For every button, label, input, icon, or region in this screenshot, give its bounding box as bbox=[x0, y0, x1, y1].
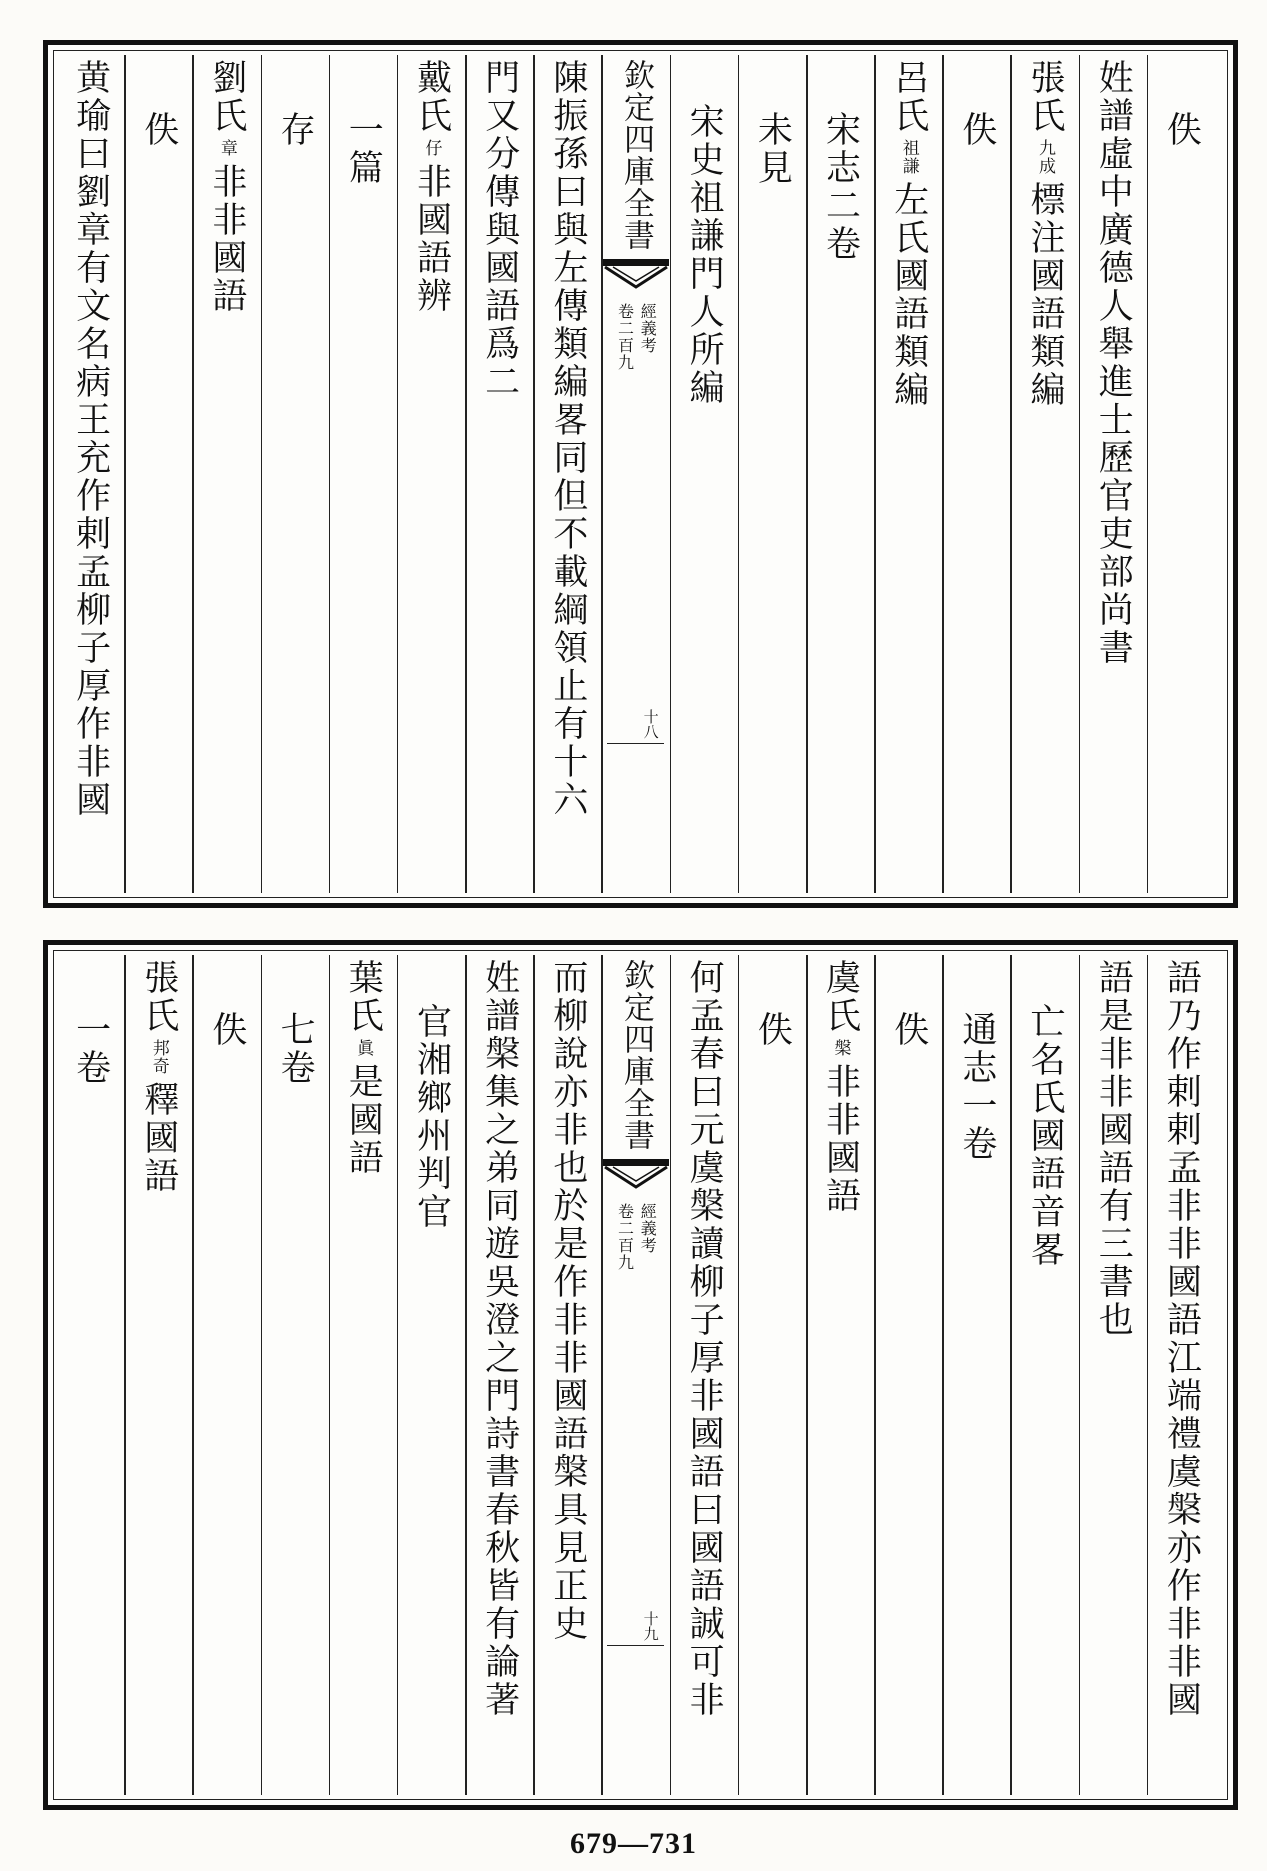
banzhong-book-name: 經義考 bbox=[638, 1203, 658, 1254]
banzhong-center-column bbox=[601, 959, 669, 1791]
leaf-rule bbox=[607, 743, 663, 745]
column-text: 一篇 bbox=[343, 111, 384, 187]
text-column bbox=[261, 959, 329, 1791]
banzhong-subtitle bbox=[616, 1203, 656, 1271]
text-column bbox=[942, 959, 1010, 1791]
fishtail-mark-icon bbox=[601, 257, 671, 291]
column-text: 七卷 bbox=[275, 1011, 316, 1087]
text-column bbox=[56, 959, 124, 1791]
banzhong-title: 欽定四庫全書 bbox=[617, 59, 654, 251]
entry-heading-column bbox=[192, 59, 260, 889]
text-column bbox=[533, 959, 601, 1791]
text-column bbox=[670, 59, 738, 889]
top-page-frame bbox=[43, 40, 1238, 908]
text-column bbox=[1147, 59, 1215, 889]
text-column bbox=[874, 959, 942, 1791]
column-text: 宋志二卷 bbox=[820, 111, 861, 263]
author-given-name-note: 邦奇 bbox=[148, 1039, 169, 1075]
author-given-name-note: 章 bbox=[216, 139, 237, 157]
entry-heading-column bbox=[806, 959, 874, 1791]
banzhong-book-name: 經義考 bbox=[638, 303, 658, 354]
column-text: 何孟春曰元虞槃讀柳子厚非國語曰國語誠可非 bbox=[684, 959, 725, 1719]
book-title: 釋國語 bbox=[138, 1081, 179, 1195]
book-title: 非國語辨 bbox=[411, 163, 452, 315]
text-column bbox=[329, 59, 397, 889]
text-column bbox=[670, 959, 738, 1791]
banzhong-volume: 卷二百九 bbox=[615, 303, 635, 371]
text-column bbox=[465, 59, 533, 889]
author-given-name-note: 祖謙 bbox=[898, 139, 919, 175]
column-text: 佚 bbox=[1161, 111, 1202, 149]
entry-heading-column bbox=[397, 59, 465, 889]
text-column bbox=[124, 59, 192, 889]
bottom-page-frame bbox=[43, 940, 1238, 1810]
column-text: 佚 bbox=[138, 111, 179, 149]
page-number: 679—731 bbox=[570, 1827, 697, 1860]
column-text: 姓譜槃集之弟同遊吳澄之門詩書春秋皆有論著 bbox=[479, 959, 520, 1719]
text-column bbox=[942, 59, 1010, 889]
fishtail-mark-icon bbox=[601, 1157, 671, 1191]
entry-heading-column bbox=[329, 959, 397, 1791]
author-surname: 虞氏 bbox=[820, 959, 861, 1035]
banzhong-title: 欽定四庫全書 bbox=[617, 959, 654, 1151]
text-column bbox=[738, 959, 806, 1791]
entry-heading-column bbox=[124, 959, 192, 1791]
author-given-name-note: 仔 bbox=[421, 139, 442, 157]
column-text: 佚 bbox=[888, 1011, 929, 1049]
text-column bbox=[465, 959, 533, 1791]
entry-heading-column bbox=[874, 59, 942, 889]
book-title: 是國語 bbox=[343, 1063, 384, 1177]
column-text: 宋史祖謙門人所編 bbox=[684, 103, 725, 407]
book-title: 非非國語 bbox=[820, 1063, 861, 1215]
column-text: 佚 bbox=[206, 1011, 247, 1049]
author-surname: 張氏 bbox=[1025, 59, 1066, 135]
column-text: 通志一卷 bbox=[956, 1011, 997, 1163]
text-column bbox=[397, 959, 465, 1791]
leaf-number: 十八 bbox=[641, 709, 660, 739]
author-surname: 呂氏 bbox=[888, 59, 929, 135]
column-text: 姓譜虛中廣德人舉進士歷官吏部尚書 bbox=[1093, 59, 1134, 667]
column-text: 亡名氏國語音畧 bbox=[1025, 1003, 1066, 1269]
text-column bbox=[56, 59, 124, 889]
entry-heading-column bbox=[1010, 59, 1078, 889]
book-title: 非非國語 bbox=[206, 163, 247, 315]
column-text: 語乃作剌剌孟非非國語江端禮虞槃亦作非非國 bbox=[1161, 959, 1202, 1719]
leaf-rule bbox=[607, 1645, 663, 1647]
text-column bbox=[1147, 959, 1215, 1791]
book-title: 左氏國語類編 bbox=[888, 181, 929, 409]
text-column bbox=[1079, 959, 1147, 1791]
text-column bbox=[1010, 959, 1078, 1791]
text-column bbox=[533, 59, 601, 889]
text-column bbox=[261, 59, 329, 889]
column-text: 未見 bbox=[752, 111, 793, 187]
author-given-name-note: 九成 bbox=[1035, 139, 1056, 175]
column-text: 黄瑜曰劉章有文名病王充作剌孟柳子厚作非國 bbox=[70, 59, 111, 819]
column-text: 門又分傳與國語爲二 bbox=[479, 59, 520, 401]
author-surname: 戴氏 bbox=[411, 59, 452, 135]
text-column bbox=[1079, 59, 1147, 889]
column-text: 官湘鄉州判官 bbox=[411, 1003, 452, 1231]
leaf-number: 十九 bbox=[641, 1611, 660, 1641]
banzhong-subtitle bbox=[616, 303, 656, 371]
text-column bbox=[192, 959, 260, 1791]
column-text: 而柳說亦非也於是作非非國語槃具見正史 bbox=[547, 959, 588, 1643]
book-title: 標注國語類編 bbox=[1025, 181, 1066, 409]
author-surname: 葉氏 bbox=[343, 959, 384, 1035]
author-given-name-note: 槃 bbox=[830, 1039, 851, 1057]
author-surname: 張氏 bbox=[138, 959, 179, 1035]
author-given-name-note: 眞 bbox=[353, 1039, 374, 1057]
column-text: 存 bbox=[275, 111, 316, 149]
column-text: 語是非非國語有三書也 bbox=[1093, 959, 1134, 1339]
text-column bbox=[738, 59, 806, 889]
banzhong-volume: 卷二百九 bbox=[615, 1203, 635, 1271]
text-column bbox=[806, 59, 874, 889]
column-text: 佚 bbox=[956, 111, 997, 149]
author-surname: 劉氏 bbox=[206, 59, 247, 135]
column-text: 陳振孫曰與左傳類編畧同但不載綱領止有十六 bbox=[547, 59, 588, 819]
column-text: 佚 bbox=[752, 1011, 793, 1049]
column-text: 一卷 bbox=[70, 1011, 111, 1087]
banzhong-center-column bbox=[601, 59, 669, 889]
